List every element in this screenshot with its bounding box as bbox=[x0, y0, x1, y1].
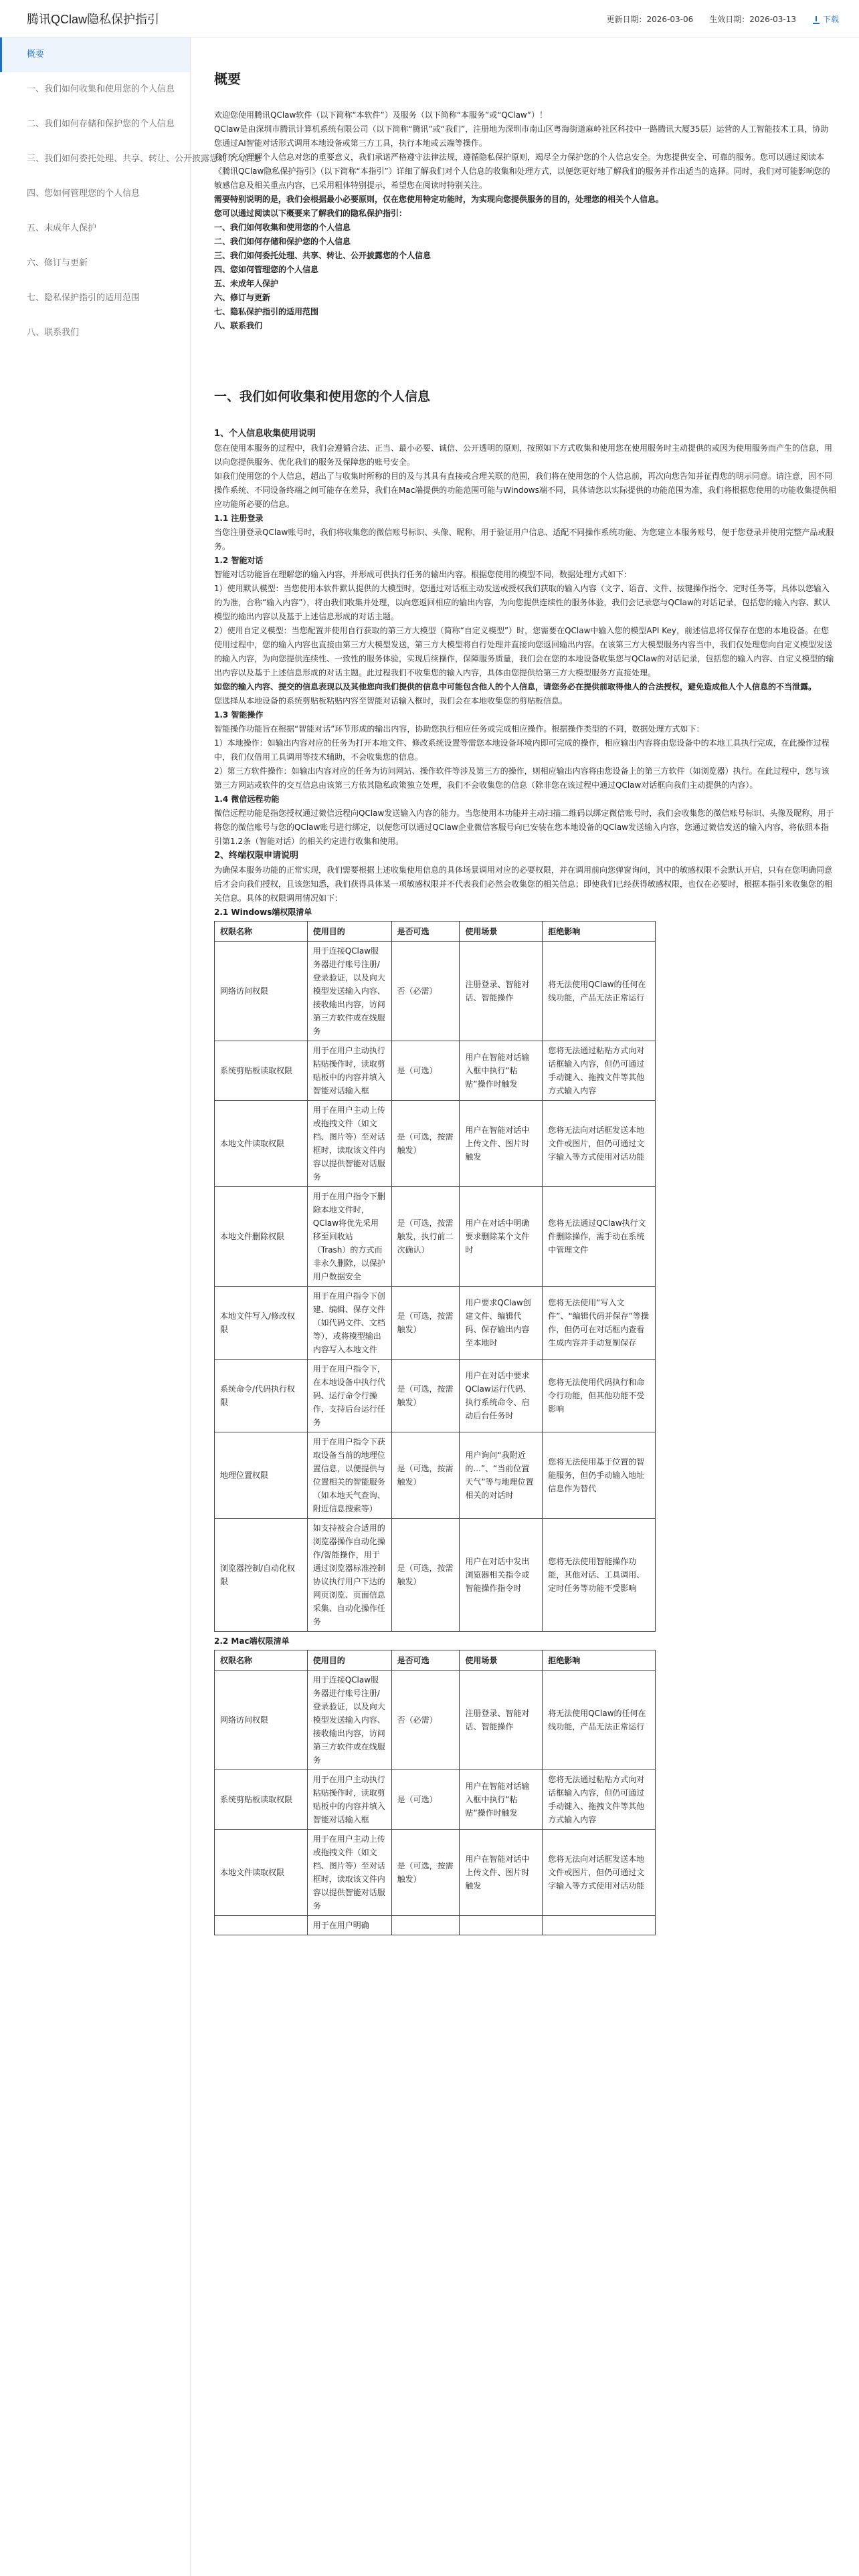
table-title: 2.1 Windows端权限清单 bbox=[214, 907, 312, 918]
summary-paragraph: QClaw是由深圳市腾讯计算机系统有限公司（以下简称“腾讯”或“我们”，注册地为深圳市南山区粤海街道麻岭社区科技中一路腾讯大厦35层）运营的人工智能技术工具，协助您通过AI智能对话形式调用本地设备或第三方工具，执行本地或云端等操作。 bbox=[214, 124, 829, 148]
update-date: 更新日期：2026-03-06 bbox=[606, 15, 694, 24]
table-header: 使用目的 bbox=[307, 922, 391, 942]
effective-date: 生效日期：2026-03-13 bbox=[709, 15, 796, 24]
body-paragraph: 1）本地操作：如输出内容对应的任务为打开本地文件、修改系统设置等需您本地设备环境内即可完成的操作，相应输出内容将由您设备中的本地工具执行完成，在此操作过程中，我们仅借用工具调用等技术辅助，不会收集您的信息。 bbox=[214, 738, 830, 762]
body-paragraph: 智能操作功能旨在根据“智能对话”环节形成的输出内容，协助您执行相应任务或完成相应操作。根据操作类型的不同，数据处理方式如下： bbox=[214, 724, 704, 734]
table-row bbox=[215, 1830, 656, 1916]
table-cell bbox=[460, 1916, 543, 1935]
toc-link[interactable]: 二、我们如何存储和保护您的个人信息 bbox=[214, 237, 351, 246]
table-cell: 您将无法使用基于位置的智能服务，但仍手动输入地址信息作为替代 bbox=[543, 1432, 656, 1519]
table-cell: 用于在用户指令下创建、编辑、保存文件（如代码文件、文档等），或将模型输出内容写入本地文件 bbox=[307, 1287, 391, 1360]
table-cell: 是（可选，按需触发，执行前二次确认） bbox=[391, 1187, 460, 1287]
table-cell: 否（必需） bbox=[391, 942, 460, 1041]
table-cell bbox=[215, 1916, 308, 1935]
sidebar-item-revisions[interactable]: 六、修订与更新 bbox=[27, 258, 88, 268]
table-cell: 是（可选，按需触发） bbox=[391, 1101, 460, 1187]
table-cell: 是（可选，按需触发） bbox=[391, 1432, 460, 1519]
body-paragraph: 如您的输入内容、提交的信息表现以及其他您向我们提供的信息中可能包含他人的个人信息，请您务必在提供前取得他人的合法授权，避免造成他人个人信息的不当泄露。 bbox=[214, 682, 817, 692]
table-cell: 用于在用户主动上传或拖拽文件（如文档、图片等）至对话框时，读取该文件内容以提供智能对话服务 bbox=[307, 1101, 391, 1187]
table-cell: 用于在用户指令下获取设备当前的地理位置信息，以便提供与位置相关的智能服务（如本地天气查询、附近信息搜索等） bbox=[307, 1432, 391, 1519]
table-cell: 您将无法通过QClaw执行文件删除操作，需手动在系统中管理文件 bbox=[543, 1187, 656, 1287]
body-paragraph: 如我们使用您的个人信息，超出了与收集时所称的目的及与其具有直接或合理关联的范围，我们将在使用您的个人信息前，再次向您告知并征得您的明示同意。请注意，因不同操作系统、不同设备终端之间可能存在差异，我们在Mac端提供的功能范围可能与Windows端不同，具体请您以实际提供的功能范围为准，我们将根据您使用的功能收集提供相应功能所必要的信息。 bbox=[214, 471, 836, 510]
table-cell: 您将无法使用代码执行和命令行功能，但其他功能不受影响 bbox=[543, 1360, 656, 1432]
table-cell: 用于在用户主动执行粘贴操作时，读取剪贴板中的内容并填入智能对话输入框 bbox=[307, 1770, 391, 1830]
table-cell: 您将无法使用智能操作功能，其他对话、工具调用、定时任务等功能不受影响 bbox=[543, 1519, 656, 1632]
subsection-title: 1.4 微信远程功能 bbox=[214, 794, 280, 804]
table-cell: 用于在用户指令下删除本地文件时，QClaw将优先采用移至回收站（Trash）的方式而非永久删除，以保护用户数据安全 bbox=[307, 1187, 391, 1287]
body-paragraph: 微信远程功能是指您授权通过微信远程向QClaw发送输入内容的能力。当您使用本功能并主动扫描二维码以绑定微信账号时，我们会收集您的微信账号标识、头像及昵称，用于将您的微信账号与您的QClaw账号进行绑定，以便您可以通过QClaw企业微信客服号向已安装在您本地设备的QClaw发送输入内容，您通过微信发送的输入内容，将依照本指引第1.2条（智能对话）的相关约定进行收集和使用。 bbox=[214, 809, 834, 847]
sidebar-item-summary[interactable]: 概要 bbox=[0, 37, 190, 72]
summary-paragraph: 我们充分理解个人信息对您的重要意义，我们承诺严格遵守法律法规，遵循隐私保护原则，竭尽全力保护您的个人信息安全。为您提供安全、可靠的服务。您可以通过阅读本《腾讯QClaw隐私保护指引》（以下简称“本指引”）详细了解我们对个人信息的收集和处理方式，以便您更好地了解我们的服务并作出适当的选择。同时，我们对可能影响您的敏感信息及相关重点内容，已采用粗体特别提示，希望您在阅读时特别关注。 bbox=[214, 152, 830, 190]
body-paragraph: 1）使用默认模型：当您使用本软件默认提供的大模型时，您通过对话框主动发送或授权我们获取的输入内容（文字、语音、文件、按键操作指令、定时任务等，具体以您输入的为准，合称“输入内容”），将由我们收集并处理，以向您返回相应的输出内容，为向您提供连续性的服务体验，我们会记录您与QClaw的对话记录，包括您的输入内容、默认模型的输出内容以及基于上述信息形成的对话主题。 bbox=[214, 584, 830, 622]
body-paragraph: 为确保本服务功能的正常实现，我们需要根据上述收集使用信息的具体场景调用对应的必要权限，并在调用前向您弹窗询问，其中的敏感权限不会默认开启，只有在您明确同意后才会向我们授权，且该您知悉，我们获得具体某一项敏感权限并不代表我们必然会收集您的相关信息；即使我们已经获得敏感权限，也仅在必要时，根据本指引来收集您的相关信息。具体的权限调用情况如下： bbox=[214, 865, 833, 903]
summary-paragraph: 欢迎您使用腾讯QClaw软件（以下简称“本软件”）及服务（以下简称“本服务”或“QClaw”）！ bbox=[214, 110, 547, 120]
table-cell: 是（可选，按需触发） bbox=[391, 1287, 460, 1360]
body-paragraph: 当您注册登录QClaw账号时，我们将收集您的微信账号标识、头像、昵称，用于验证用户信息、适配不同操作系统功能、为您建立本服务账号，便于您登录并使用完整产品或服务。 bbox=[214, 528, 834, 552]
sidebar-item-manage[interactable]: 四、您如何管理您的个人信息 bbox=[27, 189, 140, 199]
table-cell: 用户在对话中明确要求删除某个文件时 bbox=[460, 1187, 543, 1287]
table-header: 拒绝影响 bbox=[543, 1650, 656, 1671]
mac-permission-table bbox=[214, 1650, 656, 1935]
toc-link[interactable]: 四、您如何管理您的个人信息 bbox=[214, 265, 319, 274]
table-row bbox=[215, 1770, 656, 1830]
body-paragraph: 2）使用自定义模型：当您配置并使用自行获取的第三方大模型（简称“自定义模型”）时，您需要在QClaw中输入您的模型API Key，前述信息将仅保存在您的本地设备。在您使用过程中，您的输入内容也直接由第三方大模型发送，第三方大模型将自行处理并直接向您返回输出内容。在该第三方大模型服务内容当中，我们仅处理您向自定义模型发送的输入内容，为向您提供连续性、一致性的服务体验，实现后续操作，保障服务质量，我们会在您的本地设备收集您与QClaw的对话记录，包括您的输入内容、自定义模型的输出内容以及基于上述信息形成的对话主题。此过程我们不收集您的输入内容，具体由您提供给第三方大模型服务方直接处理。 bbox=[214, 626, 834, 678]
body-paragraph: 您在使用本服务的过程中，我们会遵循合法、正当、最小必要、诚信、公开透明的原则，按照如下方式收集和使用您在使用服务时主动提供的或因为使用服务而产生的信息，用以向您提供服务、优化我们的服务及保障您的账号安全。 bbox=[214, 443, 833, 467]
table-cell: 是（可选） bbox=[391, 1041, 460, 1101]
table-cell: 如支持被会合适用的浏览器操作自动化操作/智能操作，用于通过浏览器标准控制协议执行用户下达的网页浏览、页面信息采集、自动化操作任务 bbox=[307, 1519, 391, 1632]
download-icon bbox=[812, 16, 820, 24]
windows-permission-table bbox=[214, 921, 656, 1632]
table-cell: 用户要求QClaw创建文件、编辑代码、保存输出内容至本地时 bbox=[460, 1287, 543, 1360]
table-cell: 是（可选） bbox=[391, 1770, 460, 1830]
table-cell: 本地文件读取权限 bbox=[215, 1830, 308, 1916]
toc-link[interactable]: 一、我们如何收集和使用您的个人信息 bbox=[214, 223, 351, 232]
body-paragraph: 智能对话功能旨在理解您的输入内容，并形成可供执行任务的输出内容。根据您使用的模型不同，数据处理方式如下： bbox=[214, 570, 632, 580]
download-button[interactable]: 下载 bbox=[812, 13, 839, 26]
table-cell: 否（必需） bbox=[391, 1671, 460, 1770]
table-header: 是否可选 bbox=[391, 1650, 460, 1671]
summary-heading: 概要 bbox=[214, 71, 241, 87]
table-row bbox=[215, 1101, 656, 1187]
table-cell: 您将无法向对话框发送本地文件或图片，但仍可通过文字输入等方式使用对话功能 bbox=[543, 1830, 656, 1916]
sidebar-item-store[interactable]: 二、我们如何存储和保护您的个人信息 bbox=[27, 119, 175, 129]
subsection-title: 1.3 智能操作 bbox=[214, 710, 264, 720]
table-header: 使用目的 bbox=[307, 1650, 391, 1671]
sidebar-item-scope[interactable]: 七、隐私保护指引的适用范围 bbox=[27, 293, 140, 303]
section-heading: 一、我们如何收集和使用您的个人信息 bbox=[214, 389, 431, 404]
table-row bbox=[215, 1041, 656, 1101]
table-cell: 用于在用户指令下，在本地设备中执行代码、运行命令行操作，支持后台运行任务 bbox=[307, 1360, 391, 1432]
table-cell: 注册登录、智能对话、智能操作 bbox=[460, 1671, 543, 1770]
table-header: 使用场景 bbox=[460, 1650, 543, 1671]
table-cell: 您将无法通过粘贴方式向对话框输入内容，但仍可通过手动键入、拖拽文件等其他方式输入内容 bbox=[543, 1770, 656, 1830]
page-title: 腾讯QClaw隐私保护指引 bbox=[27, 13, 160, 26]
table-header: 是否可选 bbox=[391, 922, 460, 942]
table-cell: 是（可选，按需触发） bbox=[391, 1519, 460, 1632]
table-cell: 用于在用户主动执行粘贴操作时，读取剪贴板中的内容并填入智能对话输入框 bbox=[307, 1041, 391, 1101]
body-paragraph: 您选择从本地设备的系统剪贴板粘贴内容至智能对话输入框时，我们会在本地收集您的剪贴板信息。 bbox=[214, 696, 568, 706]
toc-link[interactable]: 六、修订与更新 bbox=[214, 293, 271, 302]
table-header-row bbox=[215, 922, 656, 942]
table-header: 拒绝影响 bbox=[543, 922, 656, 942]
table-header: 权限名称 bbox=[215, 1650, 308, 1671]
table-cell: 网络访问权限 bbox=[215, 1671, 308, 1770]
table-cell: 系统剪贴板读取权限 bbox=[215, 1041, 308, 1101]
toc-link[interactable]: 七、隐私保护指引的适用范围 bbox=[214, 307, 319, 316]
table-cell: 用于在用户明确 bbox=[307, 1916, 391, 1935]
subsection-title: 1、个人信息收集使用说明 bbox=[214, 429, 316, 439]
top-bar bbox=[0, 0, 859, 37]
header-meta bbox=[606, 13, 839, 26]
table-cell: 用于连接QClaw服务器进行账号注册/登录验证，以及向大模型发送输入内容、接收输出内容，访问第三方软件或在线服务 bbox=[307, 1671, 391, 1770]
table-cell: 浏览器控制/自动化权限 bbox=[215, 1519, 308, 1632]
table-row bbox=[215, 1519, 656, 1632]
table-row bbox=[215, 1916, 656, 1935]
table-row bbox=[215, 1671, 656, 1770]
toc-link[interactable]: 五、未成年人保护 bbox=[214, 279, 279, 288]
sidebar-item-contact[interactable]: 八、联系我们 bbox=[27, 328, 80, 338]
table-cell: 地理位置权限 bbox=[215, 1432, 308, 1519]
table-cell: 您将无法使用“写入文件”、“编辑代码并保存”等操作，但仍可在对话框内查看生成内容并手动复制保存 bbox=[543, 1287, 656, 1360]
table-cell: 本地文件写入/修改权限 bbox=[215, 1287, 308, 1360]
toc-link[interactable]: 八、联系我们 bbox=[214, 321, 263, 330]
table-cell: 网络访问权限 bbox=[215, 942, 308, 1041]
table-cell: 本地文件删除权限 bbox=[215, 1187, 308, 1287]
table-cell: 是（可选，按需触发） bbox=[391, 1830, 460, 1916]
body-paragraph: 2）第三方软件操作：如输出内容对应的任务为访问网站、操作软件等涉及第三方的操作，则相应输出内容将由您设备上的第三方软件（如浏览器）执行。在此过程中，您与该第三方网站或软件的交互信息由该第三方依其隐私政策独立处理，我们不会收集您的信息（除非您在该过程中通过QClaw对话框向我们主动提供的内容）。 bbox=[214, 766, 830, 790]
table-cell: 系统命令/代码执行权限 bbox=[215, 1360, 308, 1432]
table-title: 2.2 Mac端权限清单 bbox=[214, 1636, 290, 1646]
summary-paragraph: 您可以通过阅读以下概要来了解我们的隐私保护指引： bbox=[214, 209, 407, 218]
sidebar-item-collect[interactable]: 一、我们如何收集和使用您的个人信息 bbox=[27, 84, 175, 94]
table-cell: 是（可选，按需触发） bbox=[391, 1360, 460, 1432]
table-cell: 注册登录、智能对话、智能操作 bbox=[460, 942, 543, 1041]
table-row bbox=[215, 1187, 656, 1287]
table-cell: 将无法使用QClaw的任何在线功能，产品无法正常运行 bbox=[543, 1671, 656, 1770]
table-cell: 您将无法通过粘贴方式向对话框输入内容，但仍可通过手动键入、拖拽文件等其他方式输入内容 bbox=[543, 1041, 656, 1101]
table-cell bbox=[391, 1916, 460, 1935]
table-row bbox=[215, 1287, 656, 1360]
table-cell: 用于在用户主动上传或拖拽文件（如文档、图片等）至对话框时，读取该文件内容以提供智能对话服务 bbox=[307, 1830, 391, 1916]
table-row bbox=[215, 1432, 656, 1519]
sidebar-item-minors[interactable]: 五、未成年人保护 bbox=[27, 223, 97, 233]
sidebar-item-share[interactable]: 三、我们如何委托处理、共享、转让、公开披露您的个人信息 bbox=[27, 154, 262, 164]
table-header: 权限名称 bbox=[215, 922, 308, 942]
table-cell: 系统剪贴板读取权限 bbox=[215, 1770, 308, 1830]
table-cell: 用户询问“我附近的...”、“当前位置天气”等与地理位置相关的对话时 bbox=[460, 1432, 543, 1519]
table-cell bbox=[543, 1916, 656, 1935]
table-row bbox=[215, 942, 656, 1041]
table-cell: 本地文件读取权限 bbox=[215, 1101, 308, 1187]
table-cell: 用户在智能对话输入框中执行“粘贴”操作时触发 bbox=[460, 1041, 543, 1101]
subsection-title: 1.1 注册登录 bbox=[214, 514, 264, 524]
summary-paragraph: 需要特别说明的是，我们会根据最小必要原则，仅在您使用特定功能时，为实现向您提供服务的目的，处理您的相关个人信息。 bbox=[214, 195, 664, 204]
table-header-row bbox=[215, 1650, 656, 1671]
subsection-title: 2、终端权限申请说明 bbox=[214, 851, 299, 861]
table-cell: 用户在智能对话中上传文件、图片时触发 bbox=[460, 1101, 543, 1187]
main-content bbox=[214, 37, 836, 1938]
table-header: 使用场景 bbox=[460, 922, 543, 942]
toc-link[interactable]: 三、我们如何委托处理、共享、转让、公开披露您的个人信息 bbox=[214, 251, 432, 260]
table-cell: 您将无法向对话框发送本地文件或图片，但仍可通过文字输入等方式使用对话功能 bbox=[543, 1101, 656, 1187]
table-cell: 用户在对话中要求QClaw运行代码、执行系统命令、启动后台任务时 bbox=[460, 1360, 543, 1432]
subsection-title: 1.2 智能对话 bbox=[214, 556, 264, 566]
table-cell: 将无法使用QClaw的任何在线功能，产品无法正常运行 bbox=[543, 942, 656, 1041]
table-cell: 用于连接QClaw服务器进行账号注册/登录验证，以及向大模型发送输入内容、接收输出内容，访问第三方软件或在线服务 bbox=[307, 942, 391, 1041]
table-row bbox=[215, 1360, 656, 1432]
table-cell: 用户在智能对话中上传文件、图片时触发 bbox=[460, 1830, 543, 1916]
table-cell: 用户在智能对话输入框中执行“粘贴”操作时触发 bbox=[460, 1770, 543, 1830]
table-cell: 用户在对话中发出浏览器相关指令或智能操作指令时 bbox=[460, 1519, 543, 1632]
